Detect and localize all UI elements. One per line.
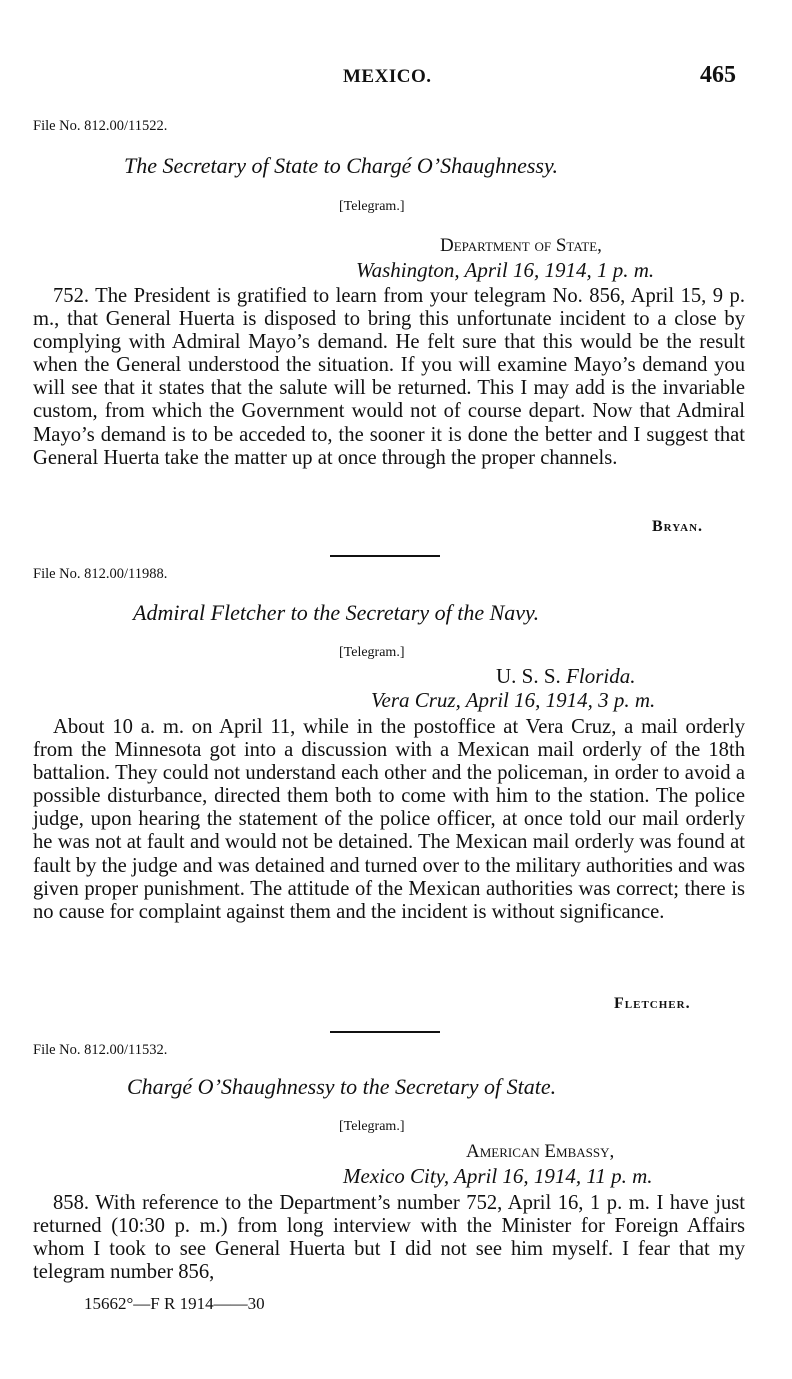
file-number: File No. 812.00/11988. <box>33 566 168 582</box>
telegram-label: [Telegram.] <box>339 645 405 660</box>
separator-rule <box>330 555 440 557</box>
origin: U. S. S. Florida. <box>496 664 636 688</box>
message-body <box>33 285 745 470</box>
message-body <box>33 1192 745 1284</box>
body-paragraph: About 10 a. m. on April 11, while in the postoffice at Vera Cruz, a mail orderly from the Minnesota got into a discussion with a Mexican mail orderly of the 18th battalion. They could not understand each other and the policeman, in order to avoid a possible disturbance, directed them both to come with him to the station. The police judge, upon hearing the statement of the police officer, at once told our mail orderly he was not at fault and would not be detained. The Mexican mail orderly was found at fault by the judge and was detained and turned over to the military authorities and was given proper punishment. The attitude of the Mexican authorities was correct; there is no cause for complaint against them and the incident is without significance. <box>33 716 745 923</box>
document-heading: Admiral Fletcher to the Secretary of the Navy. <box>133 600 540 625</box>
telegram-label: [Telegram.] <box>339 199 405 214</box>
origin: American Embassy, <box>466 1141 615 1162</box>
signature: Bryan. <box>652 518 704 535</box>
place-date: Mexico City, April 16, 1914, 11 p. m. <box>343 1164 653 1188</box>
place-date: Vera Cruz, April 16, 1914, 3 p. m. <box>371 688 656 712</box>
document-heading: Chargé O’Shaughnessy to the Secretary of State. <box>127 1074 557 1099</box>
place-date: Washington, April 16, 1914, 1 p. m. <box>356 258 655 282</box>
message-body <box>33 716 745 924</box>
page-number: 465 <box>700 62 736 88</box>
body-paragraph: 858. With reference to the Department’s number 752, April 16, 1 p. m. I have just returned (10:30 p. m.) from long interview with the Minister for Foreign Affairs whom I took to see General Huerta but I did not see him myself. I fear that my telegram number 856, <box>33 1192 745 1284</box>
page-footer: 15662°—F R 1914——30 <box>84 1294 265 1313</box>
telegram-label: [Telegram.] <box>339 1119 405 1134</box>
signature: Fletcher. <box>614 995 691 1012</box>
file-number: File No. 812.00/11532. <box>33 1042 168 1058</box>
file-number: File No. 812.00/11522. <box>33 118 168 134</box>
running-title: MEXICO. <box>343 66 432 87</box>
document-heading: The Secretary of State to Chargé O’Shaughnessy. <box>124 153 559 178</box>
body-paragraph: 752. The President is gratified to learn from your telegram No. 856, April 15, 9 p. m., that General Huerta is disposed to bring this unfortunate incident to a close by complying with Admiral Mayo’s demand. He felt sure that this would be the result when the General understood the situation. If you will examine Mayo’s demand you will see that it states that the salute will be returned. This I may add is the invariable custom, from which the Government would not of course depart. Now that Admiral Mayo’s demand is to be acceded to, the sooner it is done the better and I suggest that General Huerta take the matter up at once through the proper channels. <box>33 285 745 469</box>
separator-rule <box>330 1031 440 1033</box>
origin: Department of State, <box>440 235 602 256</box>
